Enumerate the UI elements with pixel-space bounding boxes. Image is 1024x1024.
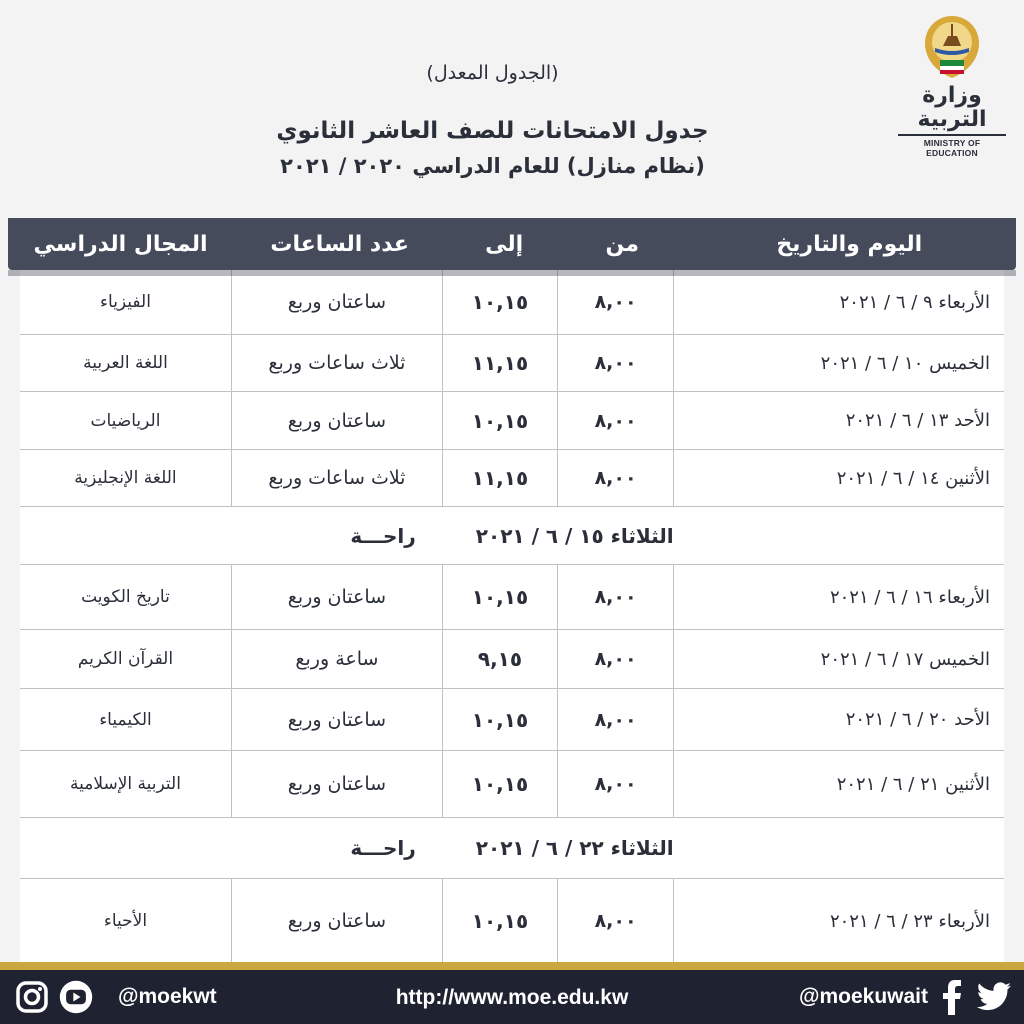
schedule-title-year: (نظام منازل) للعام الدراسي ٢٠٢٠ / ٢٠٢١ [280, 154, 705, 178]
cell-to: ١٠,١٥ [443, 392, 558, 449]
table-row [20, 392, 1004, 450]
table-row [20, 270, 1004, 335]
footer-website-link[interactable]: http://www.moe.edu.kw [395, 986, 629, 1009]
rest-day-date: الثلاثاء ١٥ / ٦ / ٢٠٢١ [475, 523, 674, 548]
schedule-title: جدول الامتحانات للصف العاشر الثانوي [276, 118, 709, 144]
cell-subject: تاريخ الكويت [20, 565, 232, 629]
table-header [8, 218, 1016, 270]
cell-to: ١١,١٥ [443, 450, 558, 506]
cell-subject: الرياضيات [20, 392, 232, 449]
cell-hours: ساعتان وربع [232, 392, 443, 449]
cell-date: الأربعاء ١٦ / ٦ / ٢٠٢١ [829, 586, 990, 608]
rest-day-date: الثلاثاء ٢٢ / ٦ / ٢٠٢١ [475, 836, 674, 860]
cell-hours: ساعتان وربع [232, 751, 443, 817]
rest-day-label: راحـــة [350, 523, 416, 548]
cell-date: الأحد ٢٠ / ٦ / ٢٠٢١ [845, 709, 990, 730]
footer-right-social [799, 979, 1012, 1015]
rest-day-label: راحـــة [350, 836, 416, 860]
cell-from: ٨,٠٠ [558, 689, 674, 750]
cell-hours: ساعتان وربع [232, 879, 443, 963]
cell-from: ٨,٠٠ [558, 565, 674, 629]
cell-to: ١٠,١٥ [443, 270, 558, 334]
schedule-subtitle: (الجدول المعدل) [426, 62, 559, 84]
cell-date: الخميس ١٧ / ٦ / ٢٠٢١ [820, 648, 990, 670]
rest-day-row [20, 507, 1004, 565]
cell-hours: ثلاث ساعات وربع [232, 335, 443, 391]
cell-to: ١٠,١٥ [443, 751, 558, 817]
logo-english-name: MINISTRY OF EDUCATION [898, 134, 1006, 158]
cell-date: الأثنين ٢١ / ٦ / ٢٠٢١ [836, 773, 990, 795]
footer-right-handle[interactable]: @moekuwait [798, 985, 928, 1008]
table-body [20, 270, 1004, 963]
cell-to: ١١,١٥ [443, 335, 558, 391]
cell-date: الخميس ١٠ / ٦ / ٢٠٢١ [820, 352, 990, 374]
cell-subject: اللغة العربية [20, 335, 232, 391]
cell-from: ٨,٠٠ [558, 630, 674, 688]
cell-subject: القرآن الكريم [20, 630, 232, 688]
cell-to: ٩,١٥ [443, 630, 558, 688]
column-header-to: إلى [485, 231, 524, 257]
table-row [20, 751, 1004, 818]
facebook-icon[interactable] [934, 979, 970, 1015]
cell-date: الأربعاء ٩ / ٦ / ٢٠٢١ [839, 291, 990, 313]
cell-hours: ساعتان وربع [232, 689, 443, 750]
cell-hours: ساعتان وربع [232, 270, 443, 334]
cell-to: ١٠,١٥ [443, 689, 558, 750]
cell-subject: التربية الإسلامية [20, 751, 232, 817]
table-row [20, 630, 1004, 689]
cell-from: ٨,٠٠ [558, 392, 674, 449]
column-header-date: اليوم والتاريخ [776, 231, 923, 257]
footer-left-handle[interactable]: @moekwt [118, 985, 217, 1008]
cell-from: ٨,٠٠ [558, 270, 674, 334]
rest-day-row [20, 818, 1004, 879]
cell-subject: اللغة الإنجليزية [20, 450, 232, 506]
cell-to: ١٠,١٥ [443, 879, 558, 963]
cell-date: الأربعاء ٢٣ / ٦ / ٢٠٢١ [829, 910, 990, 932]
footer-bar [0, 970, 1024, 1024]
logo-arabic-name: وزارة التربية [917, 83, 987, 132]
cell-from: ٨,٠٠ [558, 751, 674, 817]
cell-hours: ثلاث ساعات وربع [232, 450, 443, 506]
table-row [20, 879, 1004, 963]
cell-hours: ساعة وربع [232, 630, 443, 688]
table-row [20, 335, 1004, 392]
twitter-icon[interactable] [976, 979, 1012, 1015]
cell-from: ٨,٠٠ [558, 879, 674, 963]
column-header-subject: المجال الدراسي [33, 231, 208, 257]
footer-accent-line [0, 962, 1024, 970]
cell-date: الأثنين ١٤ / ٦ / ٢٠٢١ [836, 467, 990, 489]
column-header-hours: عدد الساعات [270, 231, 409, 257]
cell-to: ١٠,١٥ [443, 565, 558, 629]
cell-from: ٨,٠٠ [558, 335, 674, 391]
table-row [20, 450, 1004, 507]
cell-hours: ساعتان وربع [232, 565, 443, 629]
cell-from: ٨,٠٠ [558, 450, 674, 506]
column-header-from: من [605, 231, 639, 257]
table-row [20, 565, 1004, 630]
exam-table [8, 218, 1016, 963]
table-row [20, 689, 1004, 751]
cell-date: الأحد ١٣ / ٦ / ٢٠٢١ [845, 410, 990, 431]
cell-subject: الأحياء [20, 879, 232, 963]
cell-subject: الكيمياء [20, 689, 232, 750]
cell-subject: الفيزياء [20, 270, 232, 334]
